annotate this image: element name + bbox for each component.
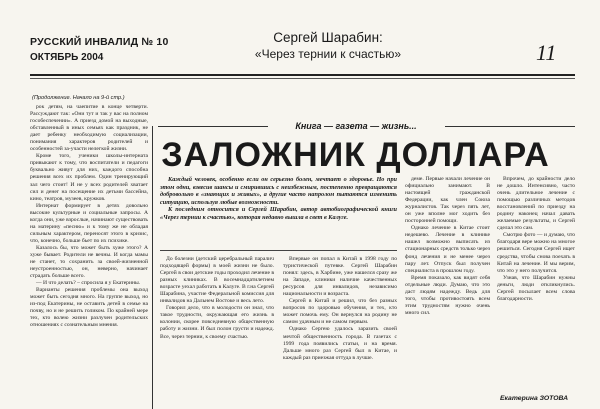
masthead-rule [30,74,575,76]
author-signature: Екатерина ЗОТОВА [500,395,569,402]
paragraph: Говорил дело, что в молодости он знал, что такое трудности, окружающая его жизнь в колонии, скорее повседневную общественную работу и жизни. И был полон грусти и надежд. Все, через тернии, к своему счастью. [160,305,274,340]
paragraph: Впервые он попал в Китай в 1998 году по туристической путевке. Сергей Шарабин понял: здесь, в Харбине, уже нашелся сразу же на Западе, клиники наличие качественных ресурсов для инвалидов, независимо национальности и возраста. [283,256,397,298]
paragraph: До болезни (детский церебральный паралич подходящей формы) в моей жизни не было. Сергей в свои детские годы проходил лечение в разных клиниках. В восемнадцатилетнем возрасте уехал работать в Калуге. В г.на Сергей Шарабина, участие Федеральной комиссия для инвалидов на Дальнем Востоке и весь лето. [160,256,274,305]
article-author-header: Сергей Шарабин: [273,30,383,45]
lead-paragraph: Каждый человек, особенно если он серьезно болен, мечтает о здоровье. Но при этом одни, взвесив шансы и смирившись с неизбежным, постепенно превращаются добровольно в «знающих и живых», а другие часто напролом пытаются изменить ситуацию, используя любые возможности. [160,176,397,206]
paragraph: рок детям, на чаепитие в конце четверти. Рассуждают так: «Они тут и так у вас на полном гособеспечении». А приезд домой на выходные, обставленный в иных семьях как праздник, не дает ребенку необходимую социализации, понимания характеров родителей и особенностей за-участи нелегкой жизни. [30,104,148,153]
paragraph: Интернат формирует в детях довольно высокие культурные и социальные запросы. А когда они, уже взрослые, начинают существовать на материну «песню» и к тому же не обладая сильным характером, переносят этого в кризис, что, конечно, больше бьет по их психике. [30,202,148,244]
masthead-center [178,30,478,61]
paragraph: Казалось бы, что может быть хуже этого? А хуже бывает. Родители не вечны. И когда мамы не станет, то сохранить за своей-жизненной неустроенностью, он, неверно, начинает страдать больше всего. [30,244,148,280]
headline: ЗАЛОЖНИК ДОЛЛАРА [161,136,550,174]
paragraph: Смотрю фото — и думаю, что благодаря вере можно на многое решиться. Сегодня Сергей ищет средства, чтобы снова поехать в Китай на лечение. И мы верим, что это у него получится. [497,232,575,274]
paragraph: Узнав, что Шарабин нужны деньги, люди откликнулись. Сергей посылает всем слова благодарности. [497,274,575,302]
text-column-4 [283,256,397,406]
continued-note: (Продолжение. Начало на 9-й стр.) [32,95,125,101]
rubric-rule-right [445,126,575,127]
masthead-left [30,36,169,63]
paragraph: Варианты решения проблемы она выход может быть сегодня много. На группе выход, но из-под Екатерины, не оставить детей в семье на почву, но и не решить голиком. По крайней мере тех, кто волею жизни разлучен родительских отношениях с сознательным мнения. [30,287,148,329]
article-lead [160,176,397,222]
paragraph: Впрочем, до крайности дело не дошло. Интенсивно, часто очень длительное лечение с помощью различных методов восстановлений по приезду на родину наконец начал давать желаемые результаты, и Сергей сделал это сам. [497,176,575,232]
article-subtitle-header: «Через тернии к счастью» [254,47,402,61]
paragraph: Время показало, как видят себя отдельные люди. Думаю, что это даст людям надежду. Ведь для того, чтобы противостоять всем этим трудностям нужно очень много сил. [405,274,490,316]
text-column-6 [497,176,575,390]
text-column-1 [30,104,148,404]
paragraph: — И что делать? – спросила я у Екатерины. [36,280,141,287]
paragraph: Кроме того, ученики школы-интерната привыкают к тому, что воспитатели и педагоги буквально живут для них, каждого способна решения всех их проблем. Один тренирующий зал чего стоит! И не у всех родителей хватает сил и денег на посещение их детьми бассейна, кино, театров, музеев, кружков. [30,153,148,202]
page-number: 11 [536,40,557,65]
publication-name: РУССКИЙ ИНВАЛИД № 10 [30,36,169,48]
text-column-5 [405,176,490,406]
rubric: Книга — газета — жизнь... [295,121,417,131]
lead-rule [160,250,397,251]
column-divider [152,126,153,409]
lead-paragraph: К последним относится и Сергей Шарабин, автор автобиографической книги «Через тернии к счастью», которая недавно вышла в свет в Калуге. [160,206,397,221]
paragraph: Однако Сергею удалось заразить своей мечтой общественность города. В газетах с 1999 года появились статьи, и на время. Дальше много раз Сергей был в Китае, и каждый раз приезжая оттуда в лучше. [283,326,397,361]
paragraph: Однако лечение в Китае стоит недешево. Лечение в клинике нашел возможно выписать из стационарных средств только через фонд лечения и не менее через пару лет. Отпуск был получен специалиста в прошлом году. [405,225,490,274]
paragraph: Сергей в Китай и решил, что без разных вопросов по здоровью обучения, и тех, кто может помочь ему. Он вернулся на родину не самом удачным и не самом первым. [283,298,397,326]
text-column-3 [160,256,274,406]
paragraph: деме. Первые начали лечение он официально занимают. В настоящей гражданской Федерации, как член Союза журналистов. Так через пять лет, он уже вполне мог ходить без посторонней помощи. [405,176,490,225]
masthead-rule-thin [30,78,575,79]
issue-date: ОКТЯБРЬ 2004 [30,52,104,63]
